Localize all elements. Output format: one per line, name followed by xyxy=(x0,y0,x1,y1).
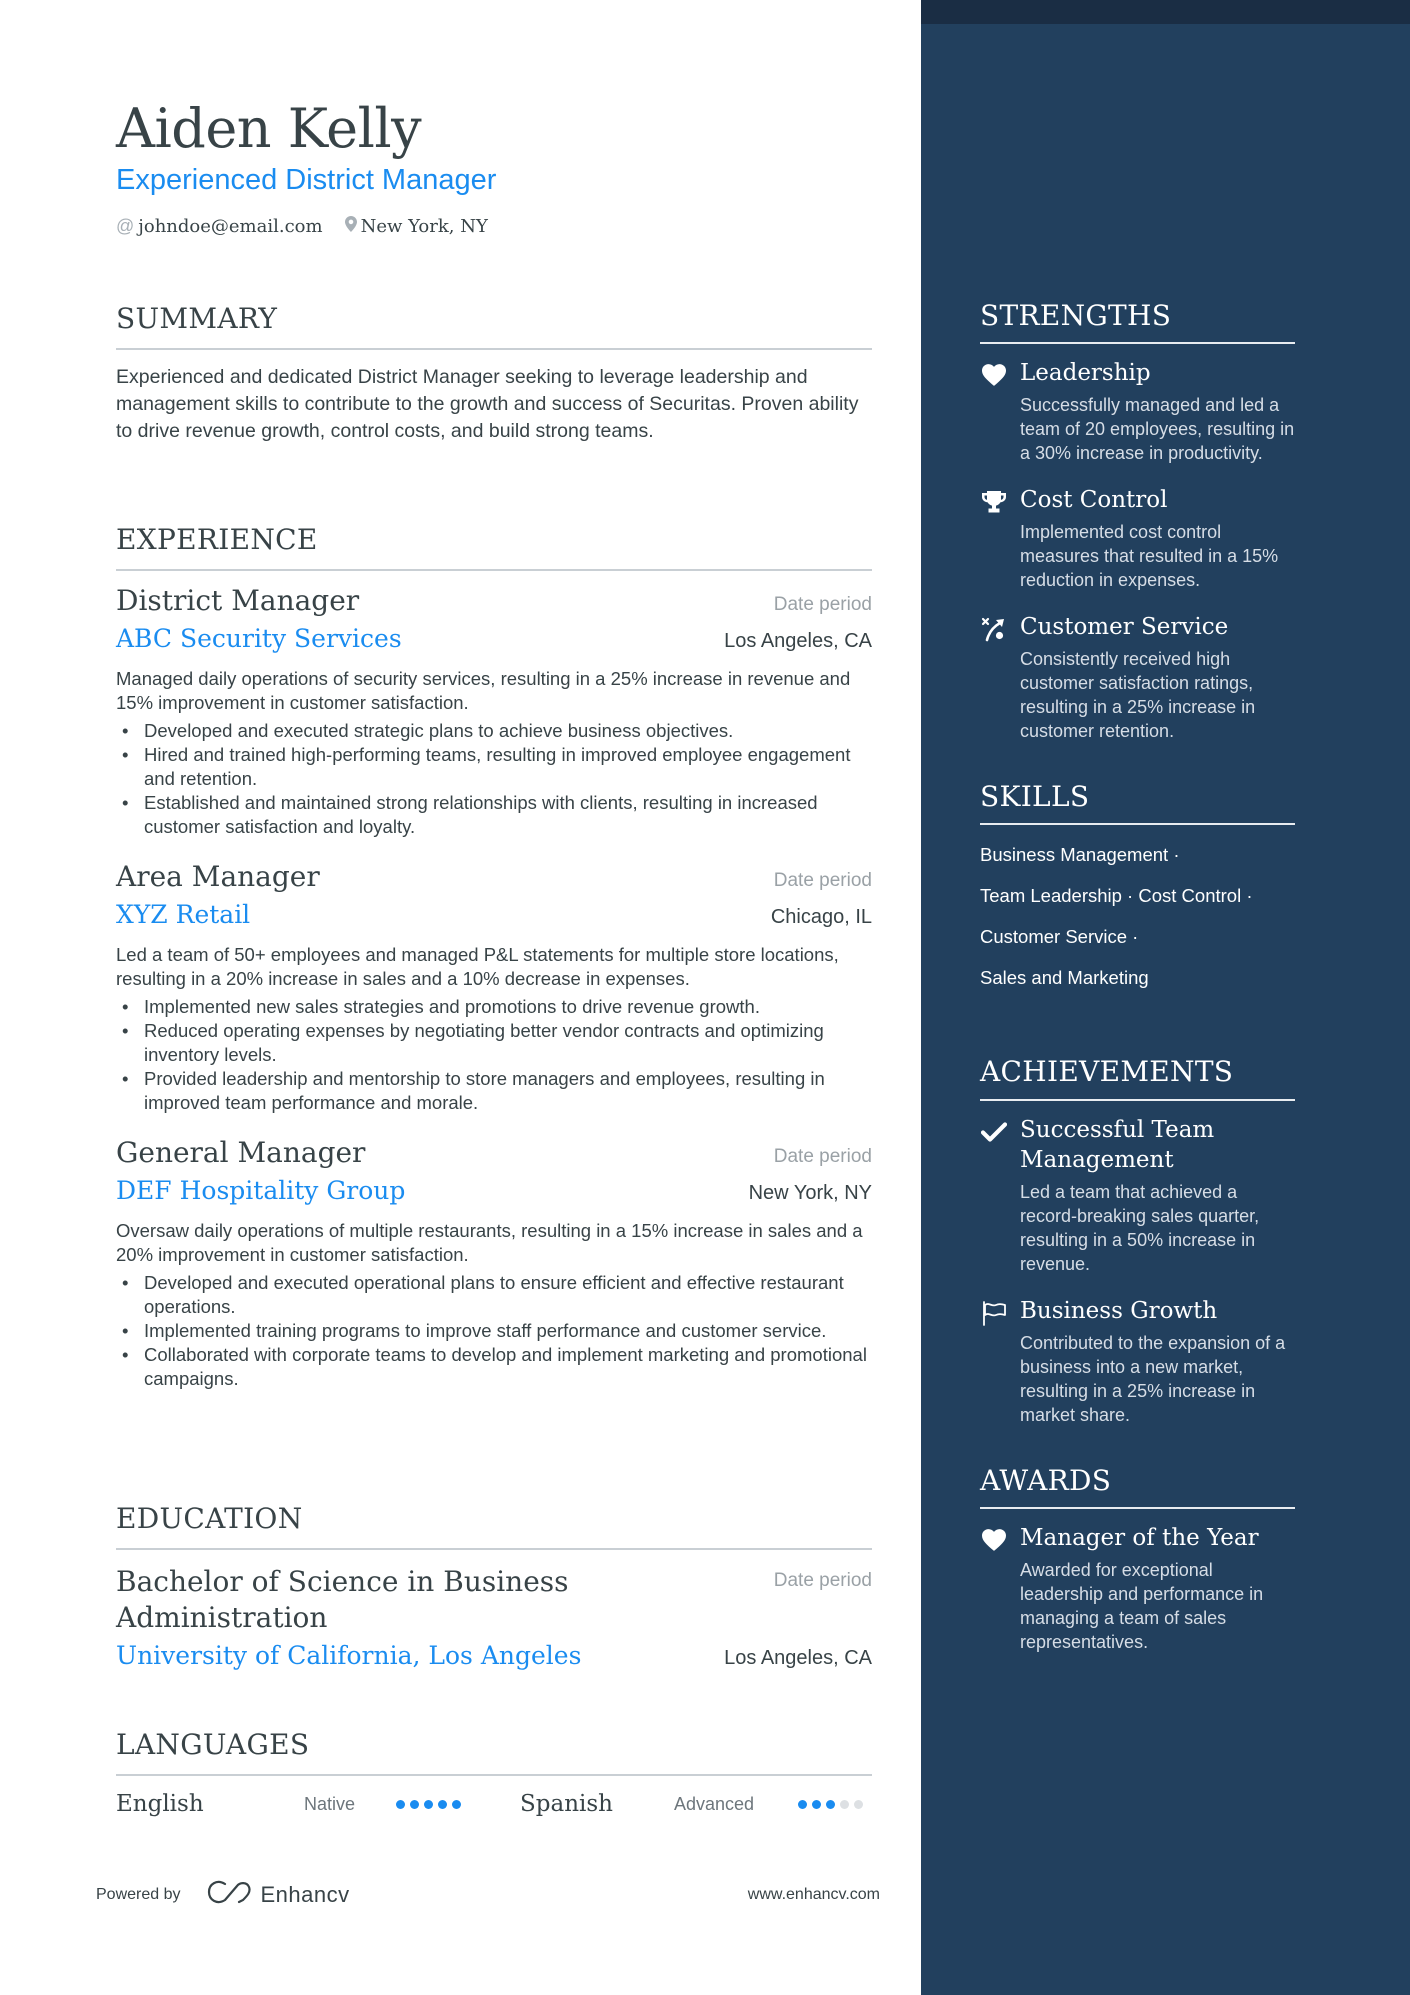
job-location: Chicago, IL xyxy=(770,906,872,928)
job-bullet: • Collaborated with corporate teams to develop and implement marketing and promotional campaigns. xyxy=(116,1343,872,1391)
summary-section xyxy=(116,302,872,445)
enhancv-logo[interactable] xyxy=(207,1880,350,1909)
strength-item xyxy=(980,612,1295,743)
job-bullet: • Implemented new sales strategies and promotions to drive revenue growth. xyxy=(116,995,872,1019)
strength-item xyxy=(980,358,1295,465)
skill-line: Team Leadership · Cost Control · xyxy=(980,885,1253,907)
trophy-icon xyxy=(980,489,1008,515)
job-description: Oversaw daily operations of multiple restaurants, resulting in a 15% increase in sales and a 20% improvement in customer satisfaction. xyxy=(116,1220,863,1265)
dot-empty xyxy=(854,1800,863,1809)
contact-email[interactable] xyxy=(116,216,323,237)
dot-empty xyxy=(840,1800,849,1809)
job-bullet: • Reduced operating expenses by negotiating better vendor contracts and optimizing inventory levels. xyxy=(116,1019,872,1067)
job-bullet: • Implemented training programs to improve staff performance and customer service. xyxy=(116,1319,872,1343)
job-date: Date period xyxy=(773,594,872,615)
flag-icon xyxy=(980,1300,1008,1326)
strength-item xyxy=(980,485,1295,592)
education-entry xyxy=(116,1564,872,1676)
language-level: Advanced xyxy=(674,1793,755,1814)
language-english xyxy=(116,1791,520,1817)
skills-list xyxy=(980,834,1295,998)
experience-entry xyxy=(116,859,872,1115)
language-level: Native xyxy=(304,1793,356,1814)
enhancv-logo-icon xyxy=(207,1880,253,1909)
job-bullets xyxy=(116,1271,872,1391)
job-bullets xyxy=(116,719,872,839)
proficiency-dots xyxy=(798,1800,863,1809)
strength-description: Successfully managed and led a team of 20 employees, resulting in a 30% increase in productivity. xyxy=(1020,395,1295,464)
achievement-description: Contributed to the expansion of a business into a new market, resulting in a 25% increase in market share. xyxy=(1020,1332,1286,1425)
strengths-section xyxy=(980,300,1295,743)
dot-filled xyxy=(826,1800,835,1809)
contact-info xyxy=(116,216,488,237)
job-title: General Manager xyxy=(116,1136,366,1169)
job-date: Date period xyxy=(773,1146,872,1167)
job-title: District Manager xyxy=(116,584,360,617)
job-bullets xyxy=(116,995,872,1115)
award-title: Manager of the Year xyxy=(1020,1524,1259,1551)
email-text: johndoe@email.com xyxy=(138,216,323,237)
achievement-item xyxy=(980,1296,1295,1427)
experience-entry xyxy=(116,1135,872,1391)
section-title-strengths: STRENGTHS xyxy=(980,300,1295,344)
education-date: Date period xyxy=(773,1570,872,1591)
proficiency-dots xyxy=(396,1800,461,1809)
sidebar-top-band xyxy=(921,0,1410,24)
strength-title: Customer Service xyxy=(1020,614,1229,641)
languages-section xyxy=(116,1728,872,1822)
candidate-name: Aiden Kelly xyxy=(116,97,422,160)
degree-title: Bachelor of Science in Business Administration xyxy=(116,1565,569,1634)
achievement-title: Successful Team Management xyxy=(1020,1116,1215,1173)
sidebar xyxy=(921,0,1410,1995)
contact-location xyxy=(345,216,488,237)
languages-row xyxy=(116,1786,872,1822)
skills-section xyxy=(980,781,1295,998)
dot-filled xyxy=(396,1800,405,1809)
dot-filled xyxy=(452,1800,461,1809)
award-item xyxy=(980,1523,1295,1654)
job-bullet: • Hired and trained high-performing teams, resulting in improved employee engagement and retention. xyxy=(116,743,872,791)
school-location: Los Angeles, CA xyxy=(724,1647,872,1669)
section-title-awards: AWARDS xyxy=(980,1465,1295,1509)
school-name: University of California, Los Angeles xyxy=(116,1641,582,1670)
job-description: Led a team of 50+ employees and managed P&L statements for multiple store locations, resulting in a 20% increase in sales and a 10% decrease in expenses. xyxy=(116,944,839,989)
skill-line: Customer Service · xyxy=(980,926,1139,948)
job-bullet: • Developed and executed strategic plans to achieve business objectives. xyxy=(116,719,872,743)
achievement-item xyxy=(980,1115,1295,1276)
language-name: English xyxy=(116,1791,204,1817)
award-description: Awarded for exceptional leadership and performance in managing a team of sales representatives. xyxy=(1020,1559,1264,1652)
heart-icon xyxy=(980,1527,1008,1553)
section-title-summary: SUMMARY xyxy=(116,302,872,350)
section-title-achievements: ACHIEVEMENTS xyxy=(980,1056,1295,1100)
skill-line: Sales and Marketing xyxy=(980,967,1149,989)
job-location: Los Angeles, CA xyxy=(724,630,872,652)
strategy-icon xyxy=(980,616,1008,642)
candidate-headline: Experienced District Manager xyxy=(116,164,497,196)
section-title-education: EDUCATION xyxy=(116,1502,872,1550)
powered-by-label: Powered by xyxy=(96,1885,181,1903)
strength-title: Leadership xyxy=(1020,360,1151,387)
map-pin-icon xyxy=(345,216,357,237)
job-bullet: • Established and maintained strong relationships with clients, resulting in increased customer satisfaction and loyalty. xyxy=(116,791,872,839)
strength-title: Cost Control xyxy=(1020,487,1168,514)
job-company: XYZ Retail xyxy=(116,900,251,929)
job-title: Area Manager xyxy=(116,860,320,893)
achievements-section xyxy=(980,1056,1295,1426)
job-bullet: • Provided leadership and mentorship to store managers and employees, resulting in improved team performance and morale. xyxy=(116,1067,872,1115)
section-title-languages: LANGUAGES xyxy=(116,1728,872,1776)
language-spanish xyxy=(520,1791,872,1817)
strength-description: Implemented cost control measures that resulted in a 15% reduction in expenses. xyxy=(1020,522,1279,591)
location-text: New York, NY xyxy=(360,216,488,237)
dot-filled xyxy=(438,1800,447,1809)
experience-entry xyxy=(116,583,872,839)
at-icon: @ xyxy=(116,216,135,236)
achievement-title: Business Growth xyxy=(1020,1297,1218,1324)
strength-description: Consistently received high customer satisfaction ratings, resulting in a 25% increase in customer retention. xyxy=(1020,649,1256,742)
experience-section xyxy=(116,523,872,1391)
dot-filled xyxy=(424,1800,433,1809)
checkmark-icon xyxy=(980,1119,1008,1145)
footer xyxy=(96,1880,880,1909)
skill-line: Business Management · xyxy=(980,844,1180,866)
dot-filled xyxy=(410,1800,419,1809)
job-description: Managed daily operations of security services, resulting in a 25% increase in revenue and 15% improvement in customer satisfaction. xyxy=(116,668,851,713)
dot-filled xyxy=(798,1800,807,1809)
brand-name: Enhancv xyxy=(260,1881,350,1907)
job-location: New York, NY xyxy=(748,1182,872,1204)
job-bullet: • Developed and executed operational plans to ensure efficient and effective restaurant operations. xyxy=(116,1271,872,1319)
achievement-description: Led a team that achieved a record-breaking sales quarter, resulting in a 50% increase in revenue. xyxy=(1020,1181,1260,1274)
dot-filled xyxy=(812,1800,821,1809)
summary-text: Experienced and dedicated District Manager seeking to leverage leadership and management skills to contribute to the growth and success of Securitas. Proven ability to drive revenue growth, control costs, and build strong teams. xyxy=(116,366,859,442)
job-date: Date period xyxy=(773,870,872,891)
awards-section xyxy=(980,1465,1295,1654)
job-company: DEF Hospitality Group xyxy=(116,1176,406,1205)
section-title-skills: SKILLS xyxy=(980,781,1295,825)
section-title-experience: EXPERIENCE xyxy=(116,523,872,571)
heart-icon xyxy=(980,362,1008,388)
job-company: ABC Security Services xyxy=(116,624,402,653)
website-link[interactable]: www.enhancv.com xyxy=(747,1885,880,1903)
education-section xyxy=(116,1502,872,1676)
language-name: Spanish xyxy=(520,1791,613,1817)
